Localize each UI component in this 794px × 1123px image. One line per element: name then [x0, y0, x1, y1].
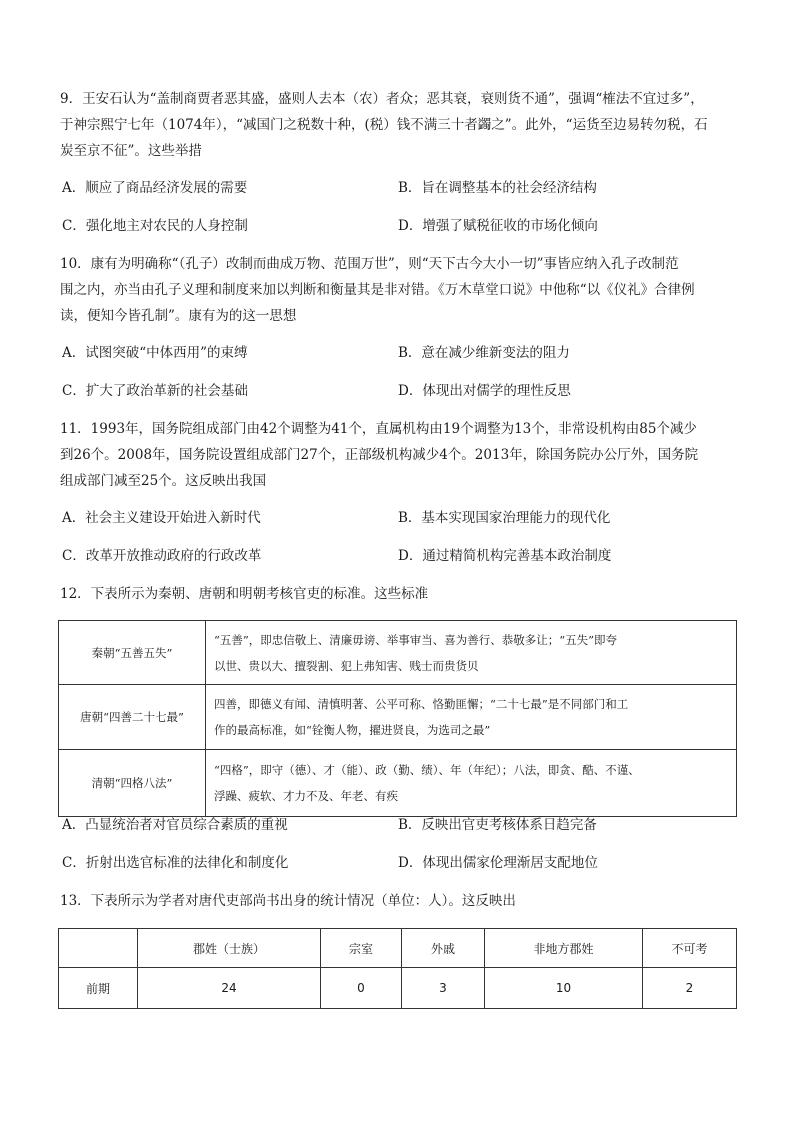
header-cell: 郡姓（士族） [138, 929, 321, 968]
question-11-stem: 11．1993年，国务院组成部门由42个调整为41个，直属机构由19个调整为13个，非常设机构由85个减少 到26个。2008年，国务院设置组成部门27个，正部级机构减少4个。2013年，除国务院办公厅外，国务院 组成部门减至25个。这反映出我国 [60, 421, 699, 489]
q13-table [58, 928, 737, 1009]
q12-row-text: 四善，即德义有闻、清慎明著、公平可称、恪勤匪懈；“二十七最”是不同部门和工 作的最高标准，如“铨衡人物，擢进贤良，为选司之最” [206, 685, 737, 750]
header-cell: 外戚 [402, 929, 485, 968]
table-row [59, 750, 737, 817]
q9-option-c[interactable]: C．强化地主对农民的人身控制 [62, 218, 248, 234]
q10-option-b[interactable]: B．意在减少维新变法的阻力 [398, 345, 570, 361]
q12-option-a[interactable]: A．凸显统治者对官员综合素质的重视 [62, 817, 288, 833]
table-row [59, 621, 737, 685]
header-cell [59, 929, 138, 968]
q12-option-b[interactable]: B．反映出官吏考核体系日趋完备 [398, 817, 597, 833]
question-9-stem: 9．王安石认为“盖制商贾者恶其盛，盛则人去本（农）者众；恶其衰，衰则货不通”，强调“榷法不宜过多”， 于神宗熙宁七年（1074年），“减国门之税数十种，(税）钱不满三十者蠲之”。此外，“运货至边易转勿税，石 炭至京不征”。这些举措 [60, 91, 708, 159]
q12-row-text: “五善”，即忠信敬上、清廉毋谤、举事审当、喜为善行、恭敬多让；“五失”即夸 以世、贵以大、擅裂割、犯上弗知害、贱士而贵货贝 [206, 621, 737, 685]
q12-row-label: 清朝“四格八法” [59, 750, 206, 817]
q10-option-a[interactable]: A．试图突破“中体西用”的束缚 [62, 345, 248, 361]
q12-row-label: 秦朝“五善五失” [59, 621, 206, 685]
q11-option-a[interactable]: A．社会主义建设开始进入新时代 [62, 510, 261, 526]
question-10-stem: 10．康有为明确称“（孔子）改制而曲成万物、范围万世”，则“天下古今大小一切”事皆应纳入孔子改制范 围之内，亦当由孔子义理和制度来加以判断和衡量其是非对错。《万木草堂口说》中他称“以《仪礼》合律例 读，便知今皆孔制”。康有为的这一思想 [60, 256, 695, 324]
q12-option-d[interactable]: D．体现出儒家伦理渐居支配地位 [398, 855, 598, 871]
q11-option-c[interactable]: C．改革开放推动政府的行政改革 [62, 548, 262, 564]
q11-option-d[interactable]: D．通过精简机构完善基本政治制度 [398, 548, 612, 564]
table-header-row [59, 929, 737, 968]
table-cell: 24 [138, 968, 321, 1009]
table-cell: 前期 [59, 968, 138, 1009]
q9-option-a[interactable]: A．顺应了商品经济发展的需要 [62, 180, 248, 196]
header-cell: 不可考 [643, 929, 737, 968]
table-row [59, 685, 737, 750]
question-12-stem: 12．下表所示为秦朝、唐朝和明朝考核官吏的标准。这些标准 [60, 586, 429, 602]
q12-row-text: “四格”，即守（德）、才（能）、政（勤、绩）、年（年纪）；八法，即贪、酷、不谨、 浮躁、疲软、才力不及、年老、有疾 [206, 750, 737, 817]
q12-table [58, 620, 737, 817]
q12-row-label: 唐朝“四善二十七最” [59, 685, 206, 750]
table-cell: 2 [643, 968, 737, 1009]
q11-option-b[interactable]: B．基本实现国家治理能力的现代化 [398, 510, 611, 526]
table-row [59, 968, 737, 1009]
q10-option-c[interactable]: C．扩大了政治革新的社会基础 [62, 383, 248, 399]
header-cell: 宗室 [321, 929, 402, 968]
header-cell: 非地方郡姓 [485, 929, 643, 968]
table-cell: 0 [321, 968, 402, 1009]
table-cell: 3 [402, 968, 485, 1009]
question-13-stem: 13．下表所示为学者对唐代吏部尚书出身的统计情况（单位：人）。这反映出 [60, 893, 516, 909]
q12-option-c[interactable]: C．折射出选官标准的法律化和制度化 [62, 855, 289, 871]
q10-option-d[interactable]: D．体现出对儒学的理性反思 [398, 383, 571, 399]
q9-option-b[interactable]: B．旨在调整基本的社会经济结构 [398, 180, 597, 196]
q9-option-d[interactable]: D．增强了赋税征收的市场化倾向 [398, 218, 598, 234]
table-cell: 10 [485, 968, 643, 1009]
